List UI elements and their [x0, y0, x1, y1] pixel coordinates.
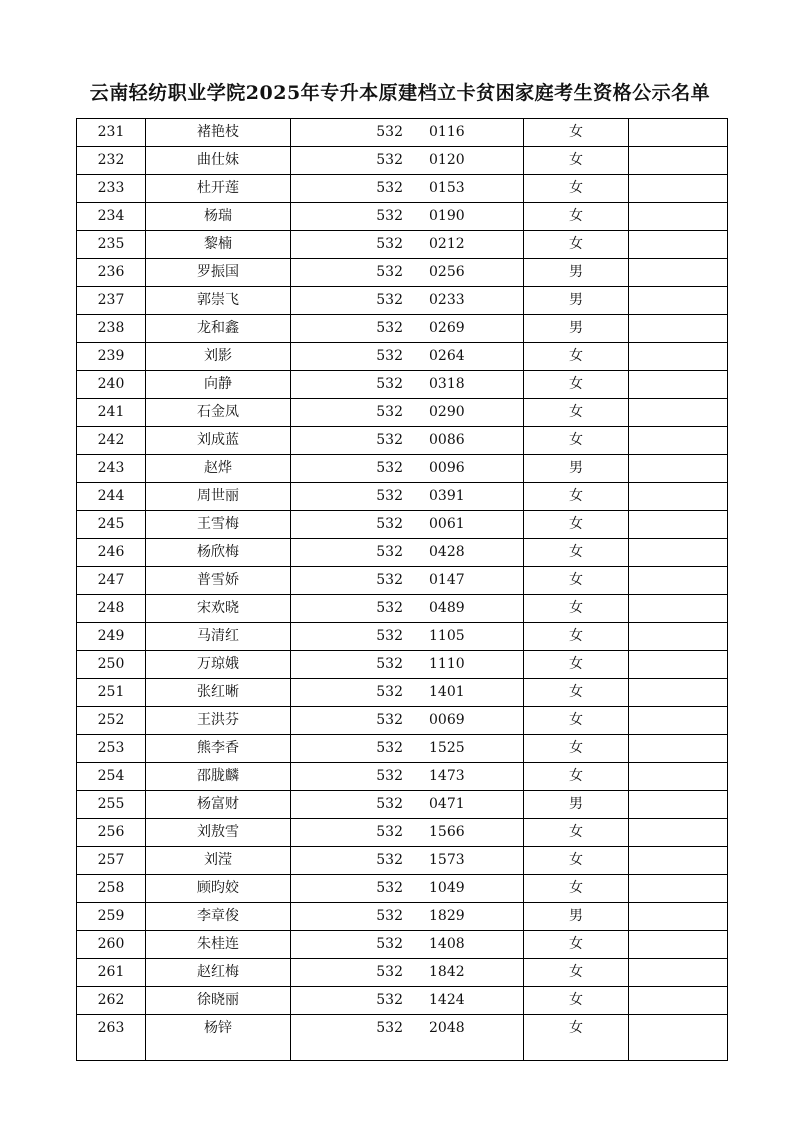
exam-number-cell: 0290 — [429, 404, 465, 420]
table-row — [77, 427, 727, 455]
region-code-cell: 532 — [376, 152, 403, 168]
gender-cell: 女 — [569, 236, 583, 252]
student-name-cell: 马清红 — [197, 628, 239, 644]
row-number-cell: 244 — [97, 488, 125, 504]
table-row — [77, 567, 727, 595]
gender-cell: 男 — [569, 796, 583, 812]
student-name-cell: 朱桂连 — [197, 936, 239, 952]
row-number-cell: 247 — [97, 572, 125, 588]
row-number-cell: 233 — [97, 180, 125, 196]
table-row — [77, 287, 727, 315]
gender-cell: 女 — [569, 600, 583, 616]
student-name-cell: 杨瑞 — [204, 208, 232, 224]
exam-number-cell: 0153 — [429, 180, 465, 196]
region-code-cell: 532 — [376, 264, 403, 280]
row-number-cell: 249 — [97, 628, 125, 644]
region-code-cell: 532 — [376, 544, 403, 560]
row-number-cell: 240 — [97, 376, 125, 392]
gender-cell: 女 — [569, 740, 583, 756]
table-row — [77, 707, 727, 735]
gender-cell: 女 — [569, 572, 583, 588]
student-name-cell: 罗振国 — [197, 264, 239, 280]
region-code-cell: 532 — [376, 320, 403, 336]
exam-number-cell: 0086 — [429, 432, 465, 448]
gender-cell: 女 — [569, 992, 583, 1008]
table-row — [77, 931, 727, 959]
gender-cell: 女 — [569, 124, 583, 140]
student-name-cell: 顾昀姣 — [197, 880, 239, 896]
table-row — [77, 511, 727, 539]
region-code-cell: 532 — [376, 376, 403, 392]
exam-number-cell: 0120 — [429, 152, 465, 168]
student-name-cell: 王雪梅 — [197, 516, 239, 532]
exam-number-cell: 0116 — [429, 124, 465, 140]
region-code-cell: 532 — [376, 124, 403, 140]
exam-number-cell: 0471 — [429, 796, 465, 812]
exam-number-cell: 0264 — [429, 348, 465, 364]
region-code-cell: 532 — [376, 684, 403, 700]
exam-number-cell: 0269 — [429, 320, 465, 336]
exam-number-cell: 0428 — [429, 544, 465, 560]
gender-cell: 女 — [569, 768, 583, 784]
row-number-cell: 258 — [97, 880, 125, 896]
row-number-cell: 246 — [97, 544, 125, 560]
table-row — [77, 679, 727, 707]
gender-cell: 女 — [569, 516, 583, 532]
student-name-cell: 刘敖雪 — [197, 824, 239, 840]
region-code-cell: 532 — [376, 348, 403, 364]
region-code-cell: 532 — [376, 852, 403, 868]
page-title: 云南轻纺职业学院2025年专升本原建档立卡贫困家庭考生资格公示名单 — [89, 82, 711, 104]
exam-number-cell: 0190 — [429, 208, 465, 224]
table-row — [77, 175, 727, 203]
table-row — [77, 343, 727, 371]
exam-number-cell: 1401 — [429, 684, 465, 700]
gender-cell: 女 — [569, 348, 583, 364]
student-name-cell: 宋欢晓 — [197, 600, 239, 616]
exam-number-cell: 1566 — [429, 824, 465, 840]
row-number-cell: 262 — [97, 992, 125, 1008]
region-code-cell: 532 — [376, 908, 403, 924]
table-row — [77, 791, 727, 819]
row-number-cell: 250 — [97, 656, 125, 672]
table-row — [77, 763, 727, 791]
student-name-cell: 石金凤 — [197, 404, 239, 420]
student-name-cell: 龙和鑫 — [197, 320, 239, 336]
student-name-cell: 张红晰 — [197, 684, 239, 700]
student-name-cell: 刘成蓝 — [197, 432, 239, 448]
region-code-cell: 532 — [376, 600, 403, 616]
gender-cell: 男 — [569, 460, 583, 476]
region-code-cell: 532 — [376, 768, 403, 784]
table-row — [77, 595, 727, 623]
student-name-cell: 李章俊 — [197, 908, 239, 924]
student-name-cell: 黎楠 — [204, 236, 232, 252]
row-number-cell: 243 — [97, 460, 125, 476]
exam-number-cell: 0391 — [429, 488, 465, 504]
row-number-cell: 252 — [97, 712, 125, 728]
region-code-cell: 532 — [376, 236, 403, 252]
student-name-cell: 周世丽 — [197, 488, 239, 504]
region-code-cell: 532 — [376, 460, 403, 476]
region-code-cell: 532 — [376, 516, 403, 532]
region-code-cell: 532 — [376, 656, 403, 672]
row-number-cell: 255 — [97, 796, 125, 812]
exam-number-cell: 1829 — [429, 908, 465, 924]
gender-cell: 女 — [569, 656, 583, 672]
student-name-cell: 杨锌 — [204, 1020, 232, 1036]
table-row — [77, 959, 727, 987]
table-row — [77, 203, 727, 231]
row-number-cell: 261 — [97, 964, 125, 980]
gender-cell: 女 — [569, 488, 583, 504]
row-number-cell: 253 — [97, 740, 125, 756]
region-code-cell: 532 — [376, 824, 403, 840]
row-number-cell: 232 — [97, 152, 125, 168]
table-row — [77, 875, 727, 903]
gender-cell: 女 — [569, 208, 583, 224]
student-name-cell: 杜开莲 — [197, 180, 239, 196]
exam-number-cell: 1424 — [429, 992, 465, 1008]
exam-number-cell: 2048 — [429, 1020, 465, 1036]
student-name-cell: 赵红梅 — [197, 964, 239, 980]
exam-number-cell: 1049 — [429, 880, 465, 896]
exam-number-cell: 1105 — [429, 628, 465, 644]
row-number-cell: 231 — [97, 124, 125, 140]
row-number-cell: 242 — [97, 432, 125, 448]
exam-number-cell: 0256 — [429, 264, 465, 280]
row-number-cell: 239 — [97, 348, 125, 364]
row-number-cell: 241 — [97, 404, 125, 420]
table-row — [77, 147, 727, 175]
table-body — [77, 119, 727, 1042]
region-code-cell: 532 — [376, 936, 403, 952]
region-code-cell: 532 — [376, 180, 403, 196]
exam-number-cell: 1573 — [429, 852, 465, 868]
region-code-cell: 532 — [376, 712, 403, 728]
table-row — [77, 847, 727, 875]
region-code-cell: 532 — [376, 740, 403, 756]
table-row — [77, 231, 727, 259]
gender-cell: 男 — [569, 908, 583, 924]
gender-cell: 女 — [569, 180, 583, 196]
table-row — [77, 315, 727, 343]
row-number-cell: 235 — [97, 236, 125, 252]
gender-cell: 女 — [569, 824, 583, 840]
student-name-cell: 王洪芬 — [197, 712, 239, 728]
student-name-cell: 赵烨 — [204, 460, 232, 476]
student-name-cell: 杨富财 — [197, 796, 239, 812]
gender-cell: 女 — [569, 712, 583, 728]
student-name-cell: 郭崇飞 — [197, 292, 239, 308]
exam-number-cell: 1110 — [429, 656, 465, 672]
region-code-cell: 532 — [376, 404, 403, 420]
gender-cell: 女 — [569, 1020, 583, 1036]
gender-cell: 女 — [569, 964, 583, 980]
region-code-cell: 532 — [376, 796, 403, 812]
gender-cell: 女 — [569, 544, 583, 560]
exam-number-cell: 0318 — [429, 376, 465, 392]
row-number-cell: 251 — [97, 684, 125, 700]
exam-number-cell: 0212 — [429, 236, 465, 252]
row-number-cell: 254 — [97, 768, 125, 784]
table-row — [77, 735, 727, 763]
exam-number-cell: 1473 — [429, 768, 465, 784]
student-name-cell: 邵胧麟 — [197, 768, 239, 784]
row-number-cell: 263 — [97, 1020, 125, 1036]
region-code-cell: 532 — [376, 880, 403, 896]
student-name-cell: 刘滢 — [204, 852, 232, 868]
gender-cell: 女 — [569, 852, 583, 868]
region-code-cell: 532 — [376, 208, 403, 224]
row-number-cell: 245 — [97, 516, 125, 532]
table-row — [77, 623, 727, 651]
student-name-cell: 杨欣梅 — [197, 544, 239, 560]
gender-cell: 女 — [569, 684, 583, 700]
row-number-cell: 238 — [97, 320, 125, 336]
table-row — [77, 119, 727, 147]
row-number-cell: 237 — [97, 292, 125, 308]
region-code-cell: 532 — [376, 628, 403, 644]
row-number-cell: 236 — [97, 264, 125, 280]
row-number-cell: 256 — [97, 824, 125, 840]
exam-number-cell: 0061 — [429, 516, 465, 532]
table-row — [77, 483, 727, 511]
gender-cell: 女 — [569, 432, 583, 448]
row-number-cell: 259 — [97, 908, 125, 924]
region-code-cell: 532 — [376, 1020, 403, 1036]
exam-number-cell: 0233 — [429, 292, 465, 308]
row-number-cell: 248 — [97, 600, 125, 616]
exam-number-cell: 0489 — [429, 600, 465, 616]
region-code-cell: 532 — [376, 572, 403, 588]
gender-cell: 男 — [569, 320, 583, 336]
table-row — [77, 1015, 727, 1042]
exam-number-cell: 0069 — [429, 712, 465, 728]
region-code-cell: 532 — [376, 432, 403, 448]
exam-number-cell: 1525 — [429, 740, 465, 756]
roster-table — [76, 118, 728, 1061]
table-row — [77, 819, 727, 847]
table-row — [77, 903, 727, 931]
student-name-cell: 刘影 — [204, 348, 232, 364]
gender-cell: 女 — [569, 628, 583, 644]
gender-cell: 男 — [569, 292, 583, 308]
gender-cell: 男 — [569, 264, 583, 280]
table-row — [77, 259, 727, 287]
student-name-cell: 熊李香 — [197, 740, 239, 756]
table-row — [77, 651, 727, 679]
table-row — [77, 539, 727, 567]
exam-number-cell: 1408 — [429, 936, 465, 952]
exam-number-cell: 1842 — [429, 964, 465, 980]
student-name-cell: 普雪娇 — [197, 572, 239, 588]
student-name-cell: 曲仕妹 — [197, 152, 239, 168]
table-row — [77, 399, 727, 427]
student-name-cell: 褚艳枝 — [197, 124, 239, 140]
row-number-cell: 260 — [97, 936, 125, 952]
row-number-cell: 257 — [97, 852, 125, 868]
region-code-cell: 532 — [376, 292, 403, 308]
region-code-cell: 532 — [376, 488, 403, 504]
region-code-cell: 532 — [376, 964, 403, 980]
gender-cell: 女 — [569, 880, 583, 896]
gender-cell: 女 — [569, 376, 583, 392]
gender-cell: 女 — [569, 152, 583, 168]
student-name-cell: 向静 — [204, 376, 232, 392]
exam-number-cell: 0147 — [429, 572, 465, 588]
exam-number-cell: 0096 — [429, 460, 465, 476]
student-name-cell: 万琼娥 — [197, 656, 239, 672]
gender-cell: 女 — [569, 936, 583, 952]
gender-cell: 女 — [569, 404, 583, 420]
region-code-cell: 532 — [376, 992, 403, 1008]
table-row — [77, 987, 727, 1015]
table-row — [77, 455, 727, 483]
student-name-cell: 徐晓丽 — [197, 992, 239, 1008]
row-number-cell: 234 — [97, 208, 125, 224]
table-row — [77, 371, 727, 399]
